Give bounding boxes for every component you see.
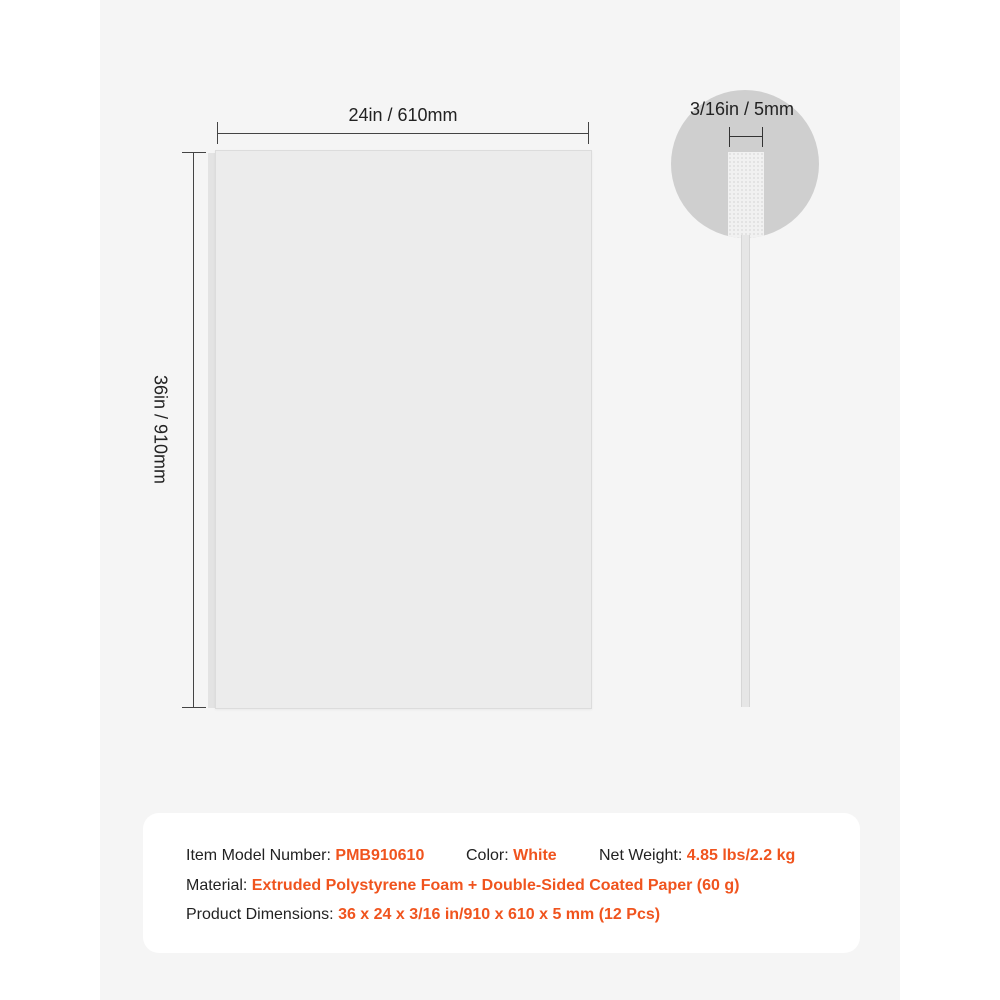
spec-weight-value: 4.85 lbs/2.2 kg bbox=[686, 847, 796, 864]
spec-weight-label: Net Weight: bbox=[599, 847, 687, 864]
spec-model-label: Item Model Number: bbox=[186, 847, 336, 864]
spec-material bbox=[186, 877, 739, 895]
foam-board-sheet bbox=[215, 150, 592, 709]
width-dimension-label: 24in / 610mm bbox=[348, 105, 458, 125]
spec-model bbox=[186, 847, 424, 865]
specifications-card bbox=[143, 813, 860, 953]
spec-color-value: White bbox=[513, 847, 557, 864]
spec-color bbox=[466, 847, 557, 865]
spec-model-value: PMB910610 bbox=[335, 847, 425, 864]
spec-product-dimensions bbox=[186, 906, 660, 924]
spec-material-label: Material: bbox=[186, 877, 252, 894]
height-dimension-line bbox=[193, 152, 194, 708]
thickness-dimension-line bbox=[729, 136, 763, 137]
height-dimension-label: 36in / 910mm bbox=[150, 374, 171, 485]
spec-color-label: Color: bbox=[466, 847, 514, 864]
spec-weight bbox=[599, 847, 795, 865]
width-dimension-line bbox=[217, 133, 589, 134]
spec-product-dimensions-label: Product Dimensions: bbox=[186, 906, 339, 923]
spec-material-value: Extruded Polystyrene Foam + Double-Sided Coated Paper (60 g) bbox=[251, 877, 740, 894]
foam-cross-section bbox=[728, 152, 764, 238]
thickness-dimension-label: 3/16in / 5mm bbox=[689, 99, 795, 119]
foam-board-side-view bbox=[741, 235, 750, 707]
spec-product-dimensions-value: 36 x 24 x 3/16 in/910 x 610 x 5 mm (12 Pcs) bbox=[338, 906, 661, 923]
